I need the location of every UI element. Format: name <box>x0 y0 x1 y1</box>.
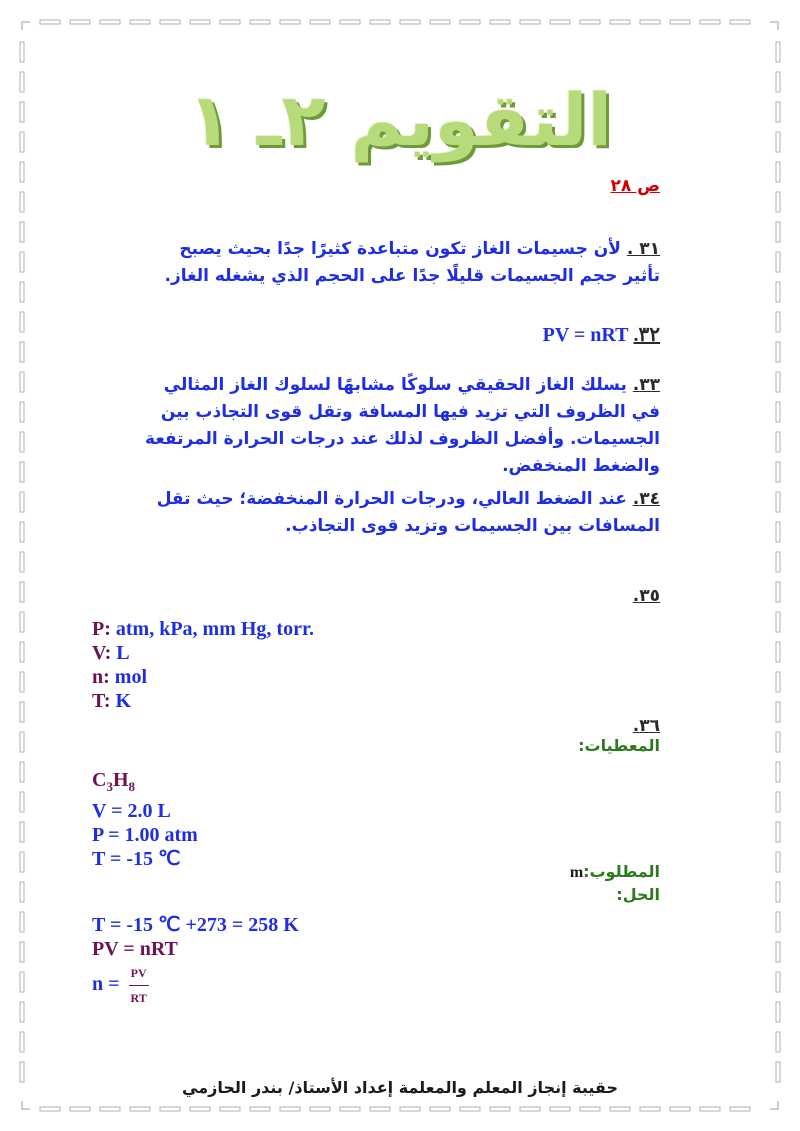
solution-label: الحل: <box>616 885 660 904</box>
border-dash <box>340 20 360 24</box>
border-dash <box>20 1002 24 1022</box>
border-dash <box>20 672 24 692</box>
border-dash <box>776 762 780 782</box>
border-dash <box>610 1107 630 1111</box>
page-reference: ص ٢٨ <box>610 176 660 196</box>
border-dash <box>20 912 24 932</box>
footer-credit: حقيبة إنجاز المعلم والمعلمة إعداد الأستاذ/ بندر الحازمي <box>182 1078 618 1097</box>
border-dash <box>20 342 24 362</box>
border-dash <box>370 20 390 24</box>
answer-32-number: ٣٢. <box>633 324 660 346</box>
answer-31-text: لأن جسيمات الغاز تكون متباعدة كثيرًا جدًا بحيث يصبح تأثير حجم الجسيمات قليلًا جدًا على الحجم الذي يشغله الغاز. <box>164 239 660 286</box>
unit-row-temperature: T: K <box>92 690 132 712</box>
border-dash <box>20 402 24 422</box>
border-dash <box>20 282 24 302</box>
border-dash <box>776 462 780 482</box>
border-dash <box>20 972 24 992</box>
border-dash <box>776 882 780 902</box>
border-dash <box>400 20 420 24</box>
border-dash <box>310 1107 330 1111</box>
border-dash <box>280 1107 300 1111</box>
border-dash <box>340 1107 360 1111</box>
border-dash <box>370 1107 390 1111</box>
given-label: المعطيات: <box>578 736 660 755</box>
border-dash <box>640 20 660 24</box>
border-dash <box>20 732 24 752</box>
border-dash <box>250 20 270 24</box>
border-dash <box>20 552 24 572</box>
unit-row-moles: n: mol <box>92 666 148 688</box>
border-dash <box>20 822 24 842</box>
unit-row-pressure: P: atm, kPa, mm Hg, torr. <box>92 618 315 640</box>
border-dash <box>776 282 780 302</box>
border-dash <box>776 942 780 962</box>
border-dash <box>40 1107 60 1111</box>
border-dash <box>20 252 24 272</box>
border-dash <box>250 1107 270 1111</box>
border-dash <box>776 192 780 212</box>
page-title: التقويم ٢ـ ١ <box>187 78 613 162</box>
border-dash <box>310 20 330 24</box>
border-dash <box>776 552 780 572</box>
border-dash <box>190 1107 210 1111</box>
answer-34-text: عند الضغط العالي، ودرجات الحرارة المنخفضة؛ حيث تقل المسافات بين الجسيمات وتزيد قوى التجاذب. <box>156 489 660 536</box>
answer-34 <box>140 486 660 540</box>
border-dash <box>700 20 720 24</box>
border-dash <box>520 20 540 24</box>
border-dash <box>190 20 210 24</box>
border-dash <box>776 792 780 812</box>
border-dash <box>776 972 780 992</box>
border-dash <box>70 20 90 24</box>
border-dash <box>430 1107 450 1111</box>
given-temperature: T = -15 ℃ <box>92 848 181 870</box>
border-dash <box>220 20 240 24</box>
given-values <box>92 768 198 871</box>
answer-34-number: ٣٤. <box>632 489 660 509</box>
border-dash <box>20 1032 24 1052</box>
border-dash <box>776 612 780 632</box>
required-label: المطلوب: <box>583 862 660 881</box>
answer-35-number: ٣٥. <box>632 586 660 606</box>
border-dash <box>100 1107 120 1111</box>
solution-n-formula: n = $\frac{PV}{RT}$ <box>92 961 299 1010</box>
border-dash <box>20 852 24 872</box>
border-dash <box>550 1107 570 1111</box>
border-dash <box>20 882 24 902</box>
border-dash <box>20 372 24 392</box>
border-dash <box>776 672 780 692</box>
border-dash <box>490 20 510 24</box>
border-dash <box>20 222 24 242</box>
border-dash <box>20 612 24 632</box>
border-dash <box>160 20 180 24</box>
border-dash <box>100 20 120 24</box>
border-dash <box>776 342 780 362</box>
border-dash <box>700 1107 720 1111</box>
border-dash <box>20 582 24 602</box>
border-dash <box>776 432 780 452</box>
border-dash <box>20 642 24 662</box>
border-dash <box>776 252 780 272</box>
border-dash <box>490 1107 510 1111</box>
answer-33-text: يسلك الغاز الحقيقي سلوكًا مشابهًا لسلوك الغاز المثالي في الظروف التي تزيد فيها المسافة وتقل قوى التجاذب بين الجسيمات. وأفضل الظروف لذلك عند درجات الحرارة المرتفعة والضغط المنخفض. <box>145 375 660 476</box>
border-dash <box>130 20 150 24</box>
border-dash <box>776 42 780 62</box>
border-dash <box>776 642 780 662</box>
border-dash <box>460 20 480 24</box>
border-dash <box>580 1107 600 1111</box>
answer-31 <box>140 236 660 290</box>
border-dash <box>730 1107 750 1111</box>
border-dash <box>776 582 780 602</box>
border-dash <box>580 20 600 24</box>
border-dash <box>20 792 24 812</box>
border-dash <box>776 492 780 512</box>
given-volume: V = 2.0 L <box>92 800 171 822</box>
border-dash <box>130 1107 150 1111</box>
border-dash <box>670 1107 690 1111</box>
answer-32-text: PV = nRT <box>542 324 629 346</box>
border-dash <box>670 20 690 24</box>
border-dash <box>776 312 780 332</box>
border-dash <box>20 702 24 722</box>
border-dash <box>160 1107 180 1111</box>
given-pressure: P = 1.00 atm <box>92 824 198 846</box>
answer-31-number: ٣١ . <box>626 239 660 259</box>
border-dash <box>776 522 780 542</box>
border-dash <box>776 822 780 842</box>
border-dash <box>400 1107 420 1111</box>
border-dash <box>40 20 60 24</box>
border-dash <box>20 462 24 482</box>
border-dash <box>20 162 24 182</box>
border-dash <box>20 42 24 62</box>
required-value: m <box>569 864 584 881</box>
border-dash <box>776 702 780 722</box>
border-dash <box>220 1107 240 1111</box>
solution-temperature: T = -15 ℃ +273 = 258 K <box>92 914 299 936</box>
answer-33-number: ٣٣. <box>632 375 660 395</box>
border-dash <box>776 222 780 242</box>
border-dash <box>776 162 780 182</box>
border-dash <box>70 1107 90 1111</box>
border-dash <box>20 432 24 452</box>
border-dash <box>520 1107 540 1111</box>
solution-ideal-gas-law: PV = nRT <box>92 938 178 960</box>
border-dash <box>430 20 450 24</box>
units-list <box>92 617 314 713</box>
border-dash <box>20 942 24 962</box>
border-dash <box>776 852 780 872</box>
border-dash <box>776 1002 780 1022</box>
answer-36-number: ٣٦. <box>632 716 660 736</box>
border-dash <box>776 402 780 422</box>
fraction: $\frac{PV}{RT}$ <box>129 961 149 1010</box>
border-dash <box>730 20 750 24</box>
border-dash <box>776 372 780 392</box>
border-dash <box>20 312 24 332</box>
border-dash <box>640 1107 660 1111</box>
answer-33 <box>140 372 660 480</box>
border-dash <box>460 1107 480 1111</box>
required-line <box>140 862 660 882</box>
border-dash <box>776 1032 780 1052</box>
border-dash <box>776 912 780 932</box>
unit-row-volume: V: L <box>92 642 130 664</box>
border-dash <box>20 492 24 512</box>
border-dash <box>280 20 300 24</box>
border-dash <box>776 732 780 752</box>
answer-32 <box>140 322 660 349</box>
solution-steps <box>92 913 299 1010</box>
border-dash <box>610 20 630 24</box>
border-dash <box>550 20 570 24</box>
border-dash <box>20 192 24 212</box>
border-dash <box>20 522 24 542</box>
formula-propane: $C_3H_8$ <box>92 769 136 794</box>
border-dash <box>20 762 24 782</box>
